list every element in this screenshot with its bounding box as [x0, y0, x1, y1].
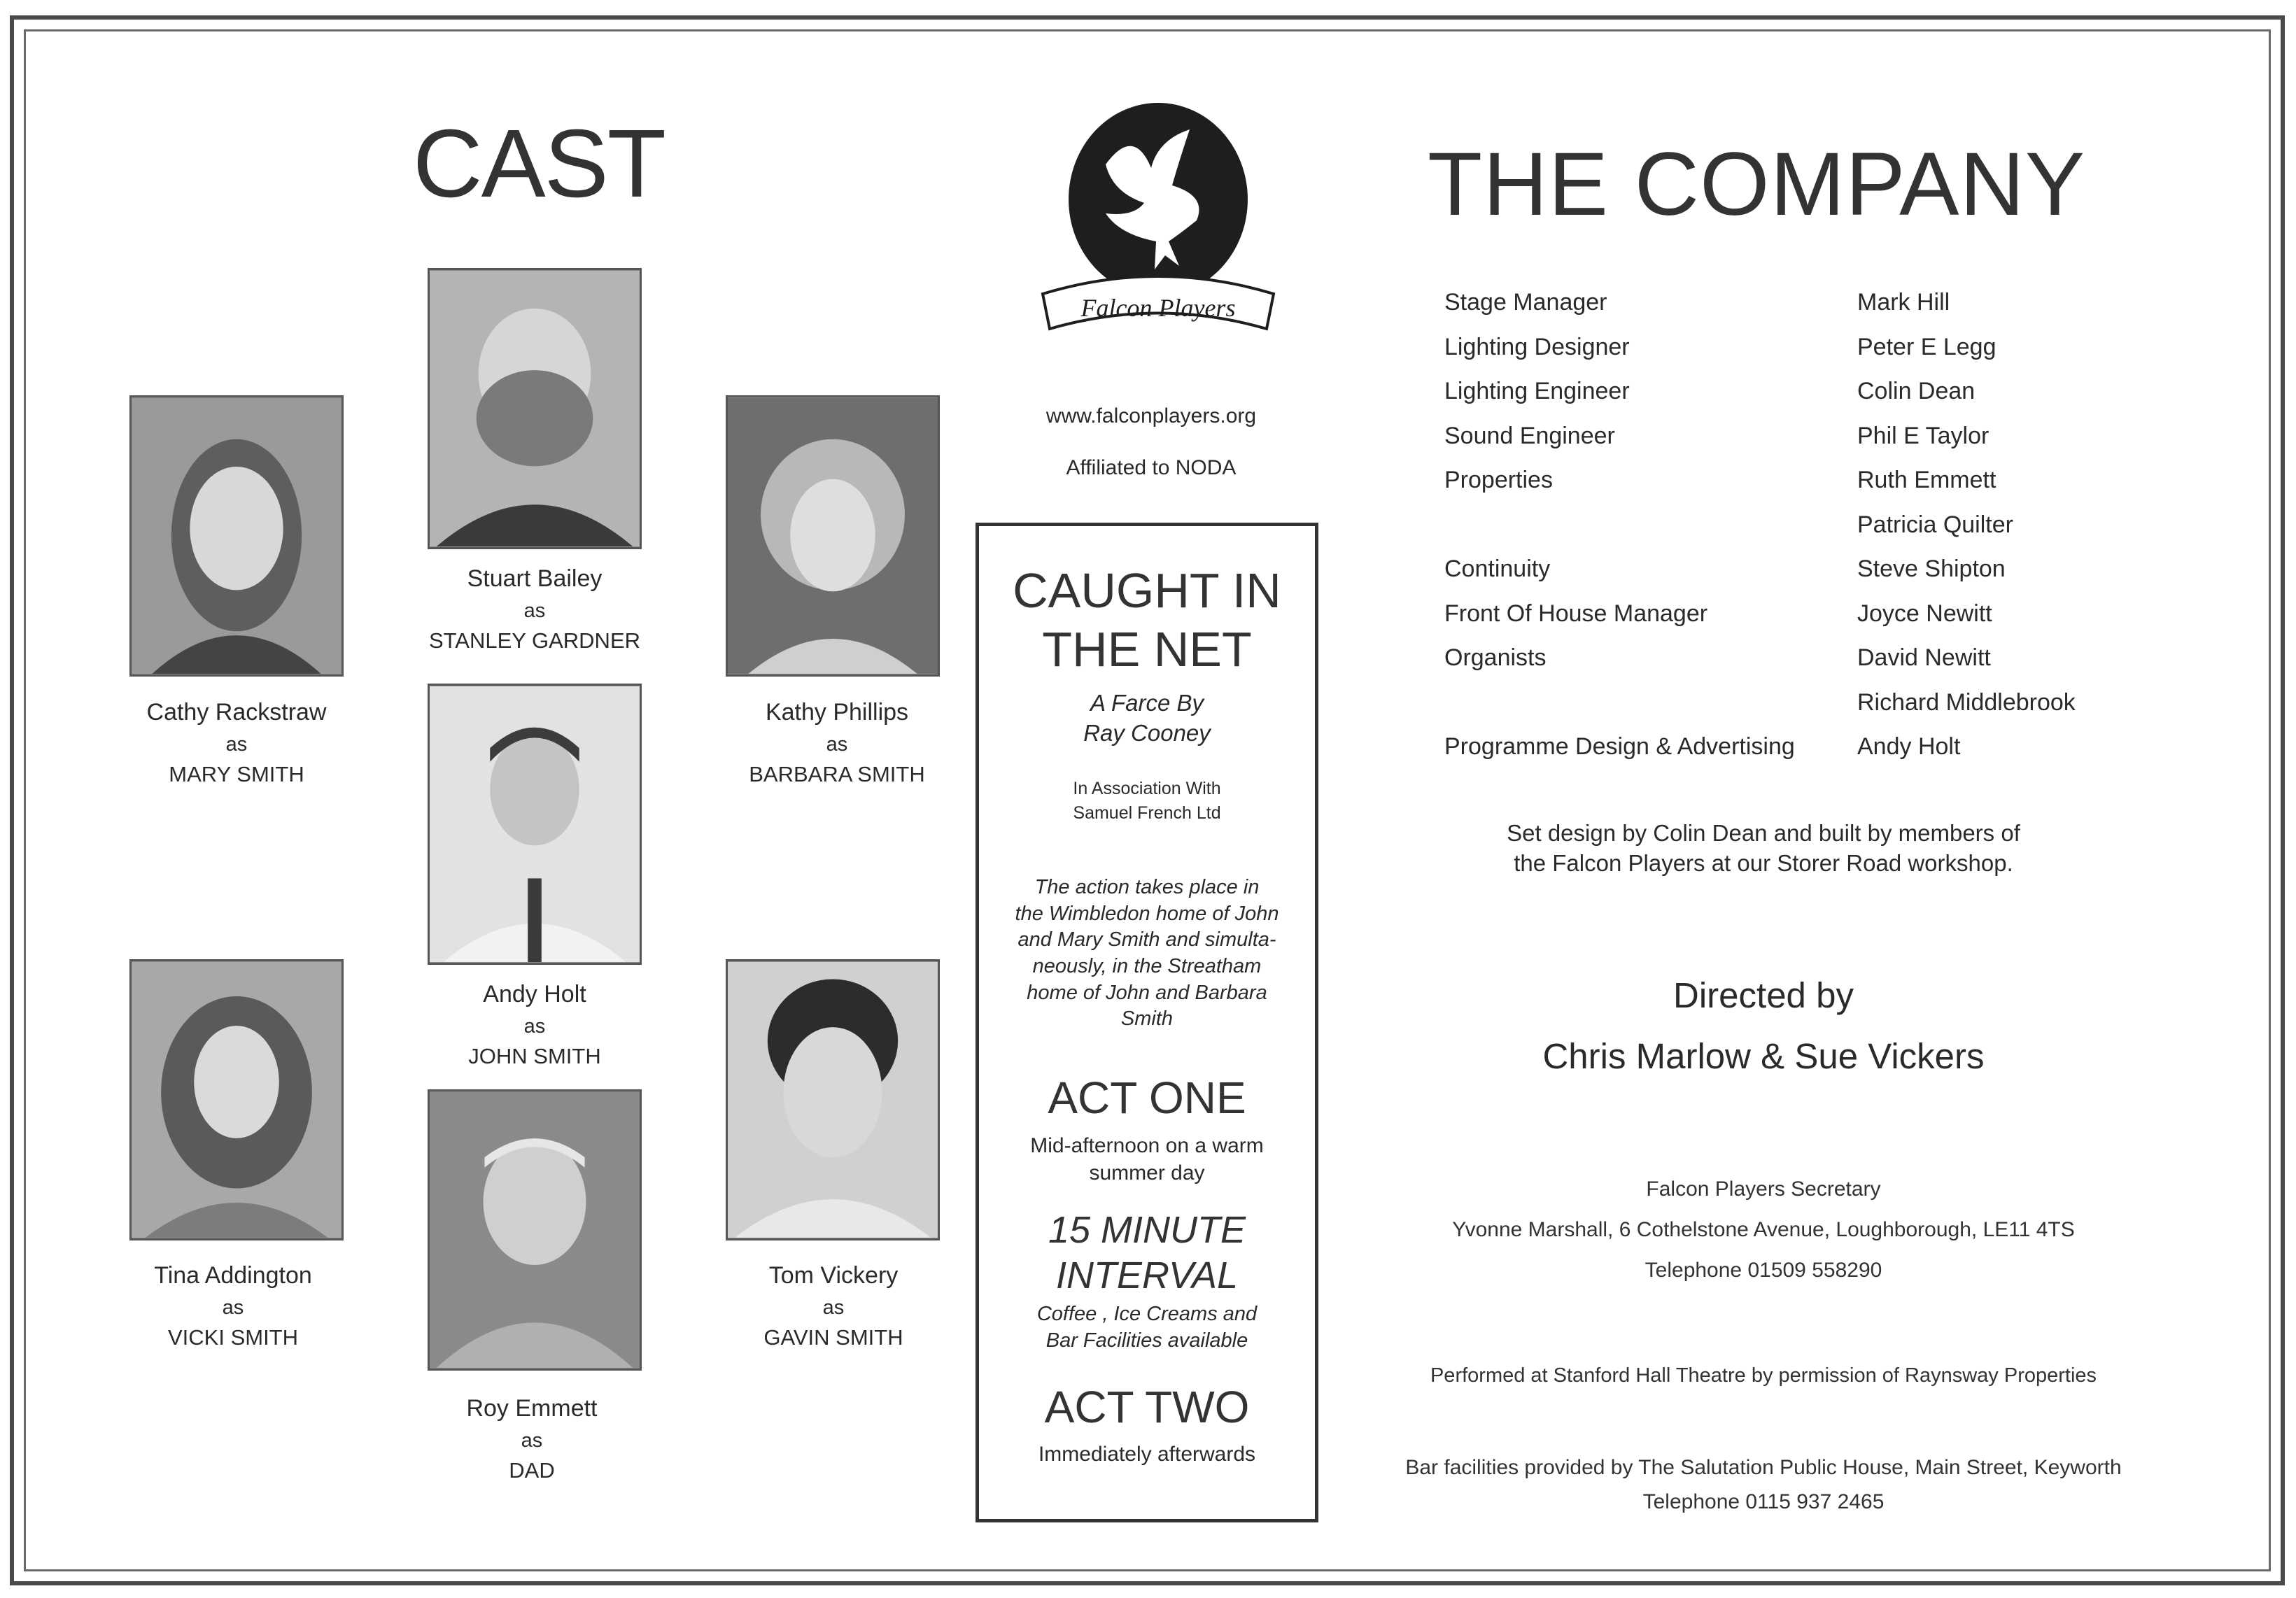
act-one-heading: ACT ONE: [1048, 1073, 1246, 1123]
cast-name: Andy Holt: [483, 981, 586, 1007]
set-design-credit: [1379, 819, 2148, 879]
cast-name: Cathy Rackstraw: [146, 699, 327, 726]
interval-line: 15 MINUTE: [1048, 1209, 1246, 1251]
secretary-address: Yvonne Marshall, 6 Cothelstone Avenue, Loughborough, LE11 4TS: [1452, 1218, 2075, 1241]
farce-credit: [979, 688, 1315, 749]
secretary-phone: Telephone 01509 558290: [1644, 1259, 1882, 1282]
act-two-description: Immediately afterwards: [1038, 1443, 1256, 1466]
cast-photo-andy: [428, 684, 642, 965]
crew-name: Peter E Legg: [1857, 334, 1996, 360]
crew-role: Properties: [1444, 467, 1553, 493]
cast-photo-cathy: [129, 395, 344, 677]
interval-desc-line: Bar Facilities available: [1045, 1329, 1248, 1352]
farce-line: A Farce By: [1090, 690, 1204, 716]
cast-heading: CAST: [412, 110, 665, 218]
farce-line: Ray Cooney: [1083, 719, 1211, 746]
cast-name: Stuart Bailey: [467, 565, 603, 592]
cast-role: GAVIN SMITH: [763, 1324, 903, 1350]
act-two-heading: ACT TWO: [1044, 1382, 1250, 1432]
cast-role: JOHN SMITH: [468, 1043, 601, 1068]
interval-heading: [979, 1208, 1315, 1299]
cast-as: as: [523, 1014, 546, 1038]
play-title-line: CAUGHT IN: [1013, 563, 1281, 618]
crew-name: Joyce Newitt: [1857, 600, 1992, 627]
play-info-box: [976, 523, 1318, 1522]
crew-role: Organists: [1444, 644, 1547, 671]
play-title: [979, 561, 1315, 679]
cast-caption: [79, 1261, 387, 1352]
directed-by-label: Directed by: [1673, 975, 1854, 1015]
cast-name: Tina Addington: [154, 1262, 312, 1289]
cast-photo-roy: [428, 1089, 642, 1371]
cast-caption: [378, 1394, 686, 1485]
crew-name: Colin Dean: [1857, 378, 1975, 404]
interval-description: [979, 1301, 1315, 1354]
cast-name: Tom Vickery: [768, 1262, 899, 1289]
crew-name: Mark Hill: [1857, 289, 1950, 316]
crew-name: Phil E Taylor: [1857, 423, 1989, 449]
cast-as: as: [225, 733, 248, 756]
crew-name: Richard Middlebrook: [1857, 689, 2076, 716]
cast-photo-tina: [129, 959, 344, 1240]
act-one-line: Mid-afternoon on a warm: [1030, 1134, 1264, 1157]
cast-as: as: [521, 1429, 543, 1452]
secretary-label: Falcon Players Secretary: [1646, 1178, 1881, 1201]
cast-as: as: [826, 733, 848, 756]
setting-line: Smith: [1120, 1007, 1174, 1031]
affiliation-text: Affiliated to NODA: [1066, 456, 1237, 479]
setting-line: neously, in the Streatham: [1032, 955, 1262, 978]
set-design-line: Set design by Colin Dean and built by members of: [1507, 820, 2020, 846]
crew-name: Andy Holt: [1857, 733, 1961, 760]
setting-line: the Wimbledon home of John: [1015, 902, 1279, 925]
cast-role: DAD: [509, 1457, 555, 1483]
cast-photo-stuart: [428, 268, 642, 549]
crew-name: Ruth Emmett: [1857, 467, 1996, 493]
cast-caption: [83, 698, 390, 789]
crew-role: Front Of House Manager: [1444, 600, 1708, 627]
cast-name: Kathy Phillips: [765, 699, 909, 726]
setting-line: and Mary Smith and simulta-: [1017, 928, 1276, 952]
act-one-description: [979, 1132, 1315, 1187]
setting-description: [979, 875, 1315, 1033]
crew-name: Patricia Quilter: [1857, 511, 2013, 538]
cast-photo-tom: [726, 959, 940, 1240]
cast-as: as: [523, 599, 546, 622]
interval-line: INTERVAL: [1055, 1254, 1239, 1296]
cast-caption: [679, 1261, 987, 1352]
cast-caption: [381, 980, 689, 1070]
setting-line: The action takes place in: [1034, 876, 1260, 898]
bar-telephone: Telephone 0115 937 2465: [1642, 1490, 1885, 1513]
cast-role: VICKI SMITH: [167, 1324, 298, 1350]
crew-role: Programme Design & Advertising: [1444, 733, 1795, 760]
crew-role: Lighting Designer: [1444, 334, 1630, 360]
interval-desc-line: Coffee , Ice Creams and: [1036, 1303, 1258, 1325]
cast-role: MARY SMITH: [169, 761, 304, 786]
act-one-line: summer day: [1089, 1161, 1205, 1185]
play-title-line: THE NET: [1042, 622, 1252, 677]
logo-banner-text: Falcon Players: [1080, 294, 1236, 322]
crew-name: Steve Shipton: [1857, 556, 2006, 582]
cast-photo-kathy: [726, 395, 940, 677]
cast-name: Roy Emmett: [466, 1395, 598, 1422]
company-heading: THE COMPANY: [1428, 134, 2086, 234]
website-url[interactable]: www.falconplayers.org: [1045, 404, 1257, 427]
directors-names: Chris Marlow & Sue Vickers: [1542, 1036, 1985, 1076]
crew-name: David Newitt: [1857, 644, 1991, 671]
cast-as: as: [822, 1296, 845, 1319]
bar-facilities-note: Bar facilities provided by The Salutation Public House, Main Street, Keyworth: [1405, 1456, 2122, 1479]
crew-role: Stage Manager: [1444, 289, 1607, 316]
crew-role: Continuity: [1444, 556, 1551, 582]
cast-role: BARBARA SMITH: [749, 761, 925, 786]
cast-role: STANLEY GARDNER: [428, 628, 641, 653]
performed-at-note: Performed at Stanford Hall Theatre by permission of Raynsway Properties: [1430, 1364, 2097, 1387]
setting-line: home of John and Barbara: [1027, 981, 1267, 1004]
association-credit: [979, 777, 1315, 826]
cast-caption: [683, 698, 991, 789]
assoc-line: In Association With: [1073, 779, 1221, 798]
crew-role: Lighting Engineer: [1444, 378, 1630, 404]
cast-as: as: [222, 1296, 244, 1319]
crew-role: Sound Engineer: [1444, 423, 1615, 449]
set-design-line: the Falcon Players at our Storer Road workshop.: [1514, 849, 2013, 876]
cast-caption: [381, 564, 689, 655]
assoc-line: Samuel French Ltd: [1073, 803, 1221, 823]
falcon-players-logo: [1029, 98, 1288, 371]
